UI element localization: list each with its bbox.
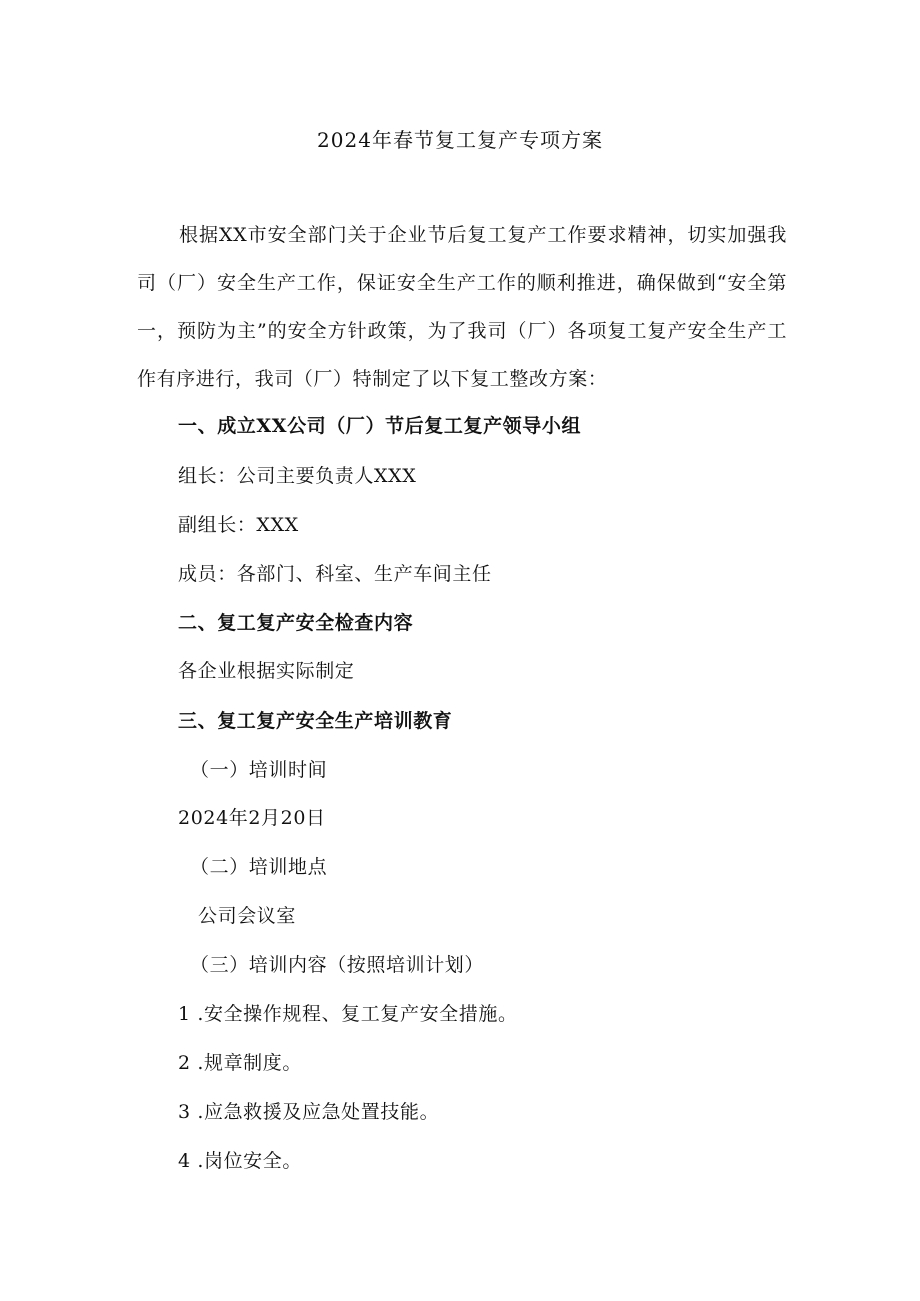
members-line: 成员：各部门、科室、生产车间主任 <box>178 563 492 585</box>
document-title: 2024年春节复工复产专项方案 <box>317 128 603 152</box>
list-item: 3 .应急救援及应急处置技能。 <box>178 1101 440 1123</box>
training-time-label: （一）培训时间 <box>190 759 328 781</box>
training-place-value: 公司会议室 <box>198 905 297 927</box>
section2-text: 各企业根据实际制定 <box>178 660 355 682</box>
intro-paragraph: 根据XX市安全部门关于企业节后复工复产工作要求精神，切实加强我司（厂）安全生产工作，保证安全生产工作的顺利推进，确保做到“安全第一，预防为主”的安全方针政策，为了我司（厂）各项复工复产安全生产工作有序进行，我司（厂）特制定了以下复工整改方案： <box>137 224 787 390</box>
section2-heading: 二、复工复产安全检查内容 <box>178 612 414 634</box>
training-time-value: 2024年2月20日 <box>178 807 326 829</box>
list-item: 4 .岗位安全。 <box>178 1150 302 1172</box>
training-content-label: （三）培训内容（按照培训计划） <box>190 954 485 976</box>
section3-heading: 三、复工复产安全生产培训教育 <box>178 710 453 732</box>
leader-line: 组长：公司主要负责人XXX <box>178 465 417 487</box>
section1-heading: 一、成立XX公司（厂）节后复工复产领导小组 <box>178 415 582 437</box>
list-item: 2 .规章制度。 <box>178 1052 302 1074</box>
training-place-label: （二）培训地点 <box>190 856 328 878</box>
deputy-line: 副组长：XXX <box>178 514 299 536</box>
list-item: 1 .安全操作规程、复工复产安全措施。 <box>178 1003 518 1025</box>
